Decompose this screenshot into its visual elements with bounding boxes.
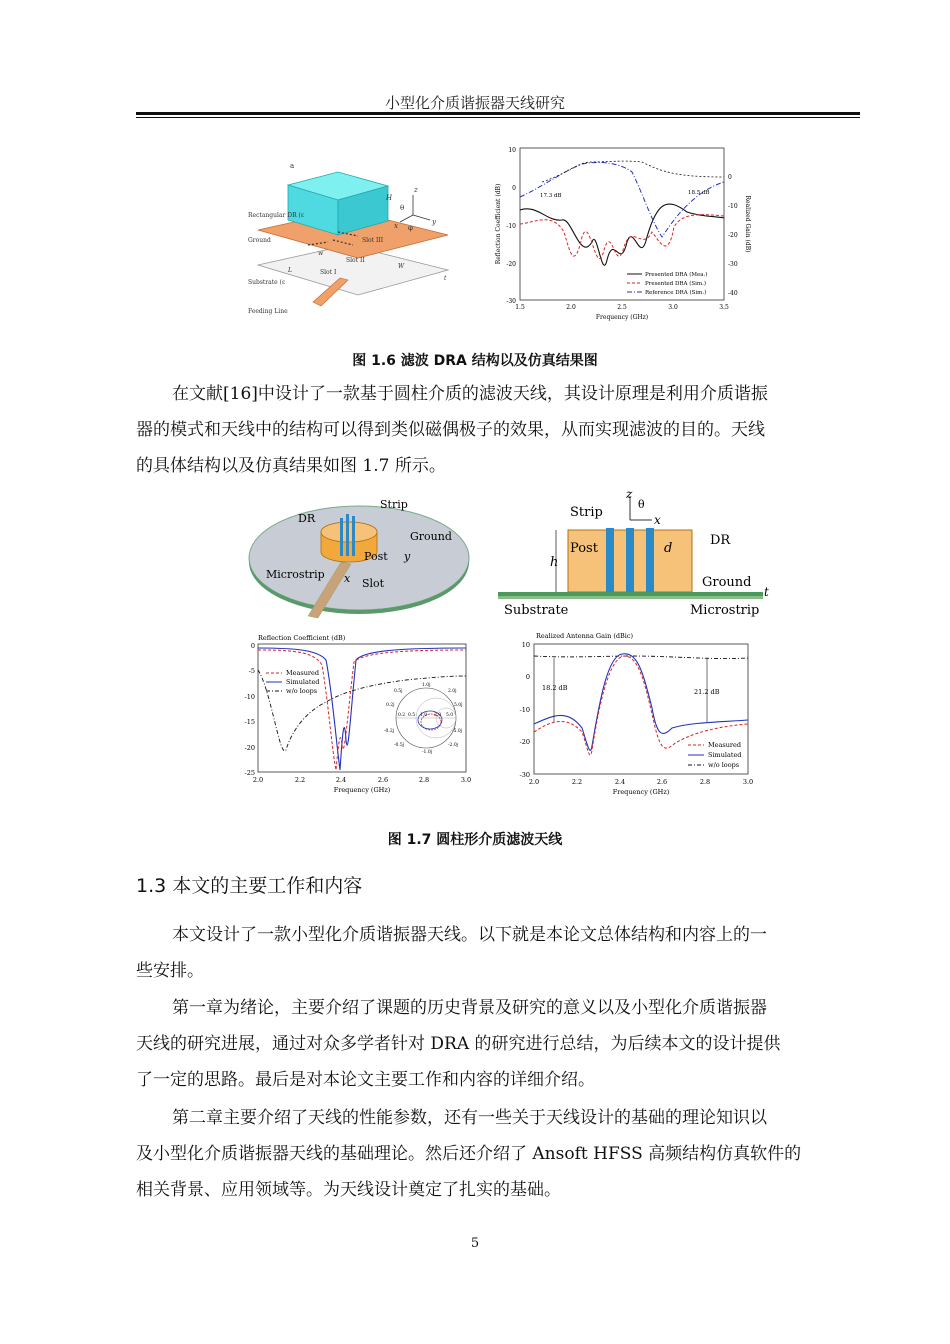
legend-item-1: Presented DRA (Mea.) <box>645 272 708 278</box>
label-height: H <box>386 194 393 202</box>
label-ls: L <box>288 267 292 274</box>
paragraph-line: 的具体结构以及仿真结果如图 1.7 所示。 <box>136 456 446 476</box>
x-axis <box>400 215 413 222</box>
label-a: a <box>290 162 295 170</box>
smith-label: -0.5j <box>394 743 405 748</box>
label-substrate: Substrate (ε <box>248 279 286 286</box>
fig17-gain-plot <box>512 628 762 800</box>
xtick-3: 2.5 <box>617 304 627 311</box>
annotation-18-2-db: 18.2 dB <box>542 684 568 692</box>
paragraph-line: 在文献[16]中设计了一款基于圆柱介质的滤波天线，其设计原理是利用介质谐振 <box>172 384 768 404</box>
smith-label: 5.0j <box>454 703 463 708</box>
x-axis-label: Frequency (GHz) <box>595 314 649 321</box>
legend-simulated: Simulated <box>708 751 742 759</box>
fig16-result-plot <box>492 142 752 327</box>
legend-measured: Measured <box>708 741 742 749</box>
ytick-2: 0 <box>525 673 530 681</box>
y-axis-label-left: Reflection Coefficient (dB) <box>495 183 502 265</box>
post-side-3 <box>646 528 654 594</box>
xtick-3: 2.4 <box>335 776 347 784</box>
ytick-left-3: -10 <box>506 223 516 230</box>
label-strip: Strip <box>380 498 408 511</box>
label-theta: θ <box>638 498 645 511</box>
label-t: t <box>444 275 447 282</box>
smith-label: 1.0 <box>420 713 428 718</box>
ytick-3: -10 <box>244 693 255 701</box>
plot-title: Reflection Coefficient (dB) <box>258 634 346 642</box>
smith-label: 0.5 <box>408 713 416 718</box>
label-ws: W <box>398 263 405 270</box>
xtick-5: 2.8 <box>699 778 711 786</box>
xtick-6: 3.0 <box>742 778 754 786</box>
label-x: x <box>344 572 351 585</box>
xtick-5: 2.8 <box>418 776 430 784</box>
paragraph-line: 本文设计了一款小型化介质谐振器天线。以下就是本论文总体结构和内容上的一 <box>172 925 767 945</box>
ytick-4: -20 <box>519 738 530 746</box>
ytick-6: -25 <box>244 769 255 777</box>
smith-label: 5.0 <box>446 713 454 718</box>
fig17-side-structure <box>498 488 778 622</box>
xtick-4: 3.0 <box>668 304 678 311</box>
paragraph-line: 天线的研究进展，通过对众多学者针对 DRA 的研究进行总结，为后续本文的设计提供 <box>136 1034 781 1054</box>
label-ground: Ground <box>410 530 452 543</box>
label-ground: Ground <box>702 575 752 590</box>
annotation-21-2-db: 21.2 dB <box>694 688 720 696</box>
ytick-4: -15 <box>244 718 255 726</box>
ytick-right-3: -20 <box>728 232 738 239</box>
smith-label: 0.5j <box>394 689 403 694</box>
paragraph-line: 相关背景、应用领域等。为天线设计奠定了扎实的基础。 <box>136 1180 561 1200</box>
label-y: y <box>404 550 411 563</box>
post-2 <box>352 516 355 556</box>
ytick-right-2: -10 <box>728 203 738 210</box>
label-ground: Ground <box>248 237 271 244</box>
paragraph-line: 第二章主要介绍了天线的性能参数，还有一些关于天线设计的基础的理论知识以 <box>172 1108 767 1128</box>
xtick-1: 2.0 <box>252 776 264 784</box>
xtick-4: 2.6 <box>377 776 389 784</box>
ytick-1: 10 <box>521 641 530 649</box>
legend-item-3: Reference DRA (Sim.) <box>645 290 707 296</box>
label-z: z <box>414 186 418 194</box>
running-header: 小型化介质谐振器天线研究 <box>384 94 565 112</box>
label-strip: Strip <box>570 505 603 520</box>
ytick-left-5: -30 <box>506 298 516 305</box>
label-post: Post <box>364 550 388 563</box>
legend-wo-loops: w/o loops <box>286 687 318 695</box>
x-axis-label: Frequency (GHz) <box>612 788 670 796</box>
fig17-reflection-plot <box>236 630 476 800</box>
smith-label: -1.0j <box>422 750 433 755</box>
paragraph-line: 及小型化介质谐振器天线的基础理论。然后还介绍了 Ansoft HFSS 高频结构仿真软件的 <box>136 1144 802 1164</box>
label-post: Post <box>570 541 598 556</box>
label-y: y <box>432 218 436 226</box>
label-feeding-line: Feeding Line <box>248 308 288 315</box>
smith-label: 2.0j <box>448 689 457 694</box>
post-3 <box>340 518 343 556</box>
figure-1-6-caption: 图 1.6 滤波 DRA 结构以及仿真结果图 <box>352 353 598 369</box>
legend-item-2: Presented DRA (Sim.) <box>645 281 706 287</box>
xtick-2: 2.2 <box>294 776 306 784</box>
xtick-1: 2.0 <box>528 778 540 786</box>
smith-label: 1.0j <box>422 683 431 688</box>
smith-label: -5.0j <box>452 729 463 734</box>
ground-line <box>498 592 763 596</box>
smith-label: 0.2 <box>398 713 406 718</box>
label-substrate: Substrate <box>504 603 569 618</box>
post-side-1 <box>606 528 614 594</box>
legend-wo-loops: w/o loops <box>708 761 740 769</box>
paragraph-line: 器的模式和天线中的结构可以得到类似磁偶极子的效果，从而实现滤波的目的。天线 <box>136 420 765 440</box>
label-d: d <box>664 541 673 556</box>
ytick-1: 0 <box>250 642 255 650</box>
label-x: x <box>394 222 398 230</box>
paragraph-literature <box>136 376 860 484</box>
paragraph-intro <box>136 917 860 989</box>
smith-label: -0.2j <box>384 729 395 734</box>
paragraph-chapter-1 <box>136 990 860 1098</box>
header-rule-thin <box>136 117 860 118</box>
label-slot: Slot <box>362 577 385 590</box>
label-theta: θ <box>400 204 405 212</box>
paragraph-line: 了一定的思路。最后是对本论文主要工作和内容的详细介绍。 <box>136 1070 595 1090</box>
ytick-left-1: 10 <box>508 147 516 154</box>
paragraph-chapter-2 <box>136 1100 860 1208</box>
ytick-5: -20 <box>244 744 255 752</box>
label-rect-dr: Rectangular DR (ε <box>248 212 304 219</box>
paragraph-line: 第一章为绪论，主要介绍了课题的历史背景及研究的意义以及小型化介质谐振器 <box>172 998 767 1018</box>
figure-1-7-caption: 图 1.7 圆柱形介质滤波天线 <box>387 832 563 848</box>
legend-simulated: Simulated <box>286 678 320 686</box>
label-t: t <box>764 585 769 599</box>
y-axis <box>413 215 430 220</box>
legend-measured: Measured <box>286 669 320 677</box>
post-side-2 <box>626 528 634 594</box>
section-heading: 1.3 本文的主要工作和内容 <box>136 875 363 897</box>
label-slot1: Slot I <box>320 269 337 276</box>
label-microstrip: Microstrip <box>266 568 325 581</box>
ytick-2: -5 <box>248 667 255 675</box>
ytick-left-4: -20 <box>506 261 516 268</box>
label-microstrip: Microstrip <box>690 603 760 618</box>
xtick-2: 2.0 <box>566 304 576 311</box>
header-rule-thick <box>136 112 860 115</box>
smith-chart-inset <box>384 682 463 755</box>
ytick-right-5: -40 <box>728 290 738 297</box>
xtick-5: 3.5 <box>719 304 729 311</box>
label-slot3: Slot III <box>362 237 384 244</box>
plot-title: Realized Antenna Gain (dBic) <box>536 632 634 640</box>
y-axis-label-right: Realized Gain (dB) <box>744 195 751 253</box>
smith-label: -2.0j <box>448 743 459 748</box>
xtick-6: 3.0 <box>460 776 472 784</box>
substrate-line <box>498 596 763 599</box>
ytick-5: -30 <box>519 771 530 779</box>
ytick-3: -10 <box>519 706 530 714</box>
x-axis-label: Frequency (GHz) <box>333 786 391 794</box>
label-h: h <box>550 555 559 570</box>
label-w: w <box>318 250 324 257</box>
label-x: x <box>654 513 661 527</box>
fig17-3d-structure <box>246 492 476 620</box>
smith-label: 2.0 <box>434 713 442 718</box>
xtick-1: 1.5 <box>515 304 525 311</box>
annotation-17-3-db: 17.3 dB <box>540 193 562 199</box>
label-dr: DR <box>710 533 731 548</box>
xtick-4: 2.6 <box>656 778 668 786</box>
post-1 <box>346 514 349 556</box>
smith-label: 0.2j <box>386 703 395 708</box>
label-phi: φ <box>408 224 413 232</box>
ytick-right-1: 0 <box>728 174 732 181</box>
paragraph-line: 些安排。 <box>136 961 204 981</box>
ytick-left-2: 0 <box>512 185 516 192</box>
annotation-18-5-db: 18.5 dB <box>688 190 710 196</box>
page-number: 5 <box>470 1236 480 1251</box>
label-z: z <box>626 488 633 501</box>
ytick-right-4: -30 <box>728 261 738 268</box>
xtick-3: 2.4 <box>614 778 626 786</box>
xtick-2: 2.2 <box>571 778 583 786</box>
label-slot2: Slot II <box>346 257 365 264</box>
label-dr: DR <box>298 512 316 525</box>
fig16-structure-diagram <box>248 150 458 325</box>
